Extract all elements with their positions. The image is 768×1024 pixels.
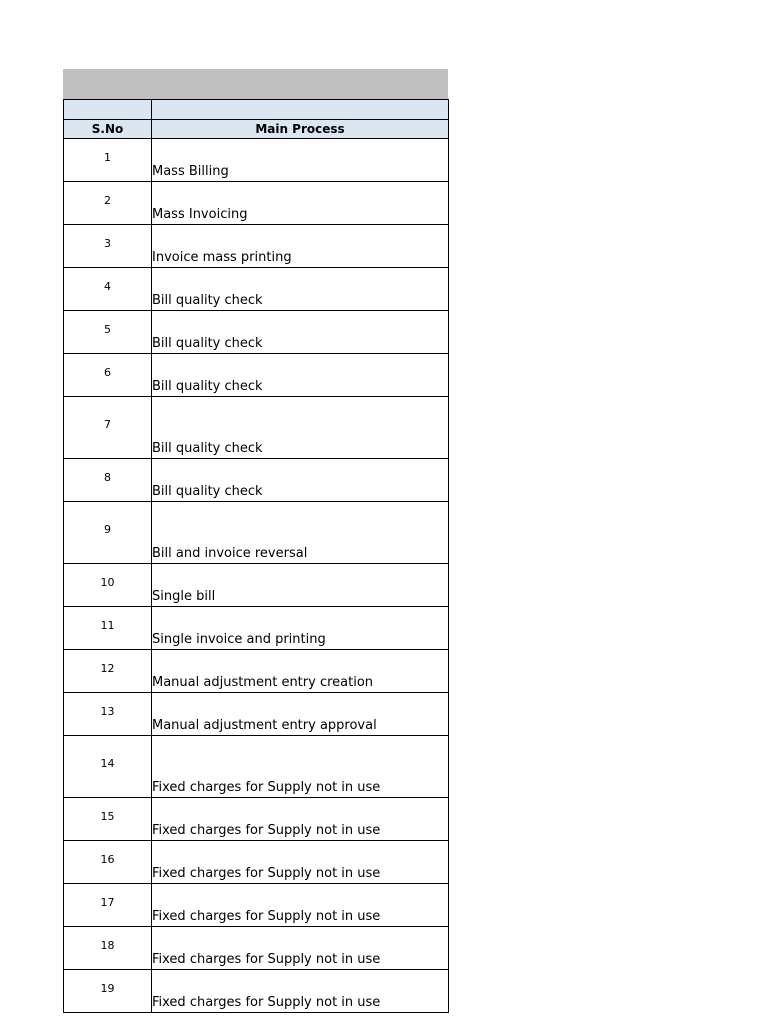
main-process-cell: Bill quality check	[152, 268, 449, 311]
main-process-cell: Single invoice and printing	[152, 607, 449, 650]
table-row	[64, 502, 449, 564]
sno-cell: 16	[64, 841, 152, 884]
sno-cell: 8	[64, 459, 152, 502]
sno-cell: 18	[64, 927, 152, 970]
table-row	[64, 970, 449, 1013]
main-process-cell: Mass Invoicing	[152, 182, 449, 225]
table-row	[64, 884, 449, 927]
table-row	[64, 182, 449, 225]
main-process-cell: Bill and invoice reversal	[152, 502, 449, 564]
spreadsheet	[63, 69, 448, 1013]
main-process-cell: Bill quality check	[152, 459, 449, 502]
main-process-cell: Bill quality check	[152, 397, 449, 459]
sno-cell: 10	[64, 564, 152, 607]
table-row	[64, 798, 449, 841]
table-row	[64, 397, 449, 459]
table-row	[64, 354, 449, 397]
sno-header: S.No	[64, 120, 152, 139]
blank-header-cell	[64, 100, 152, 120]
sno-cell: 1	[64, 139, 152, 182]
sno-cell: 7	[64, 397, 152, 459]
table-row	[64, 268, 449, 311]
sno-cell: 6	[64, 354, 152, 397]
table-row	[64, 841, 449, 884]
main-process-cell: Single bill	[152, 564, 449, 607]
sno-cell: 3	[64, 225, 152, 268]
table-row	[64, 225, 449, 268]
sno-cell: 15	[64, 798, 152, 841]
sno-cell: 5	[64, 311, 152, 354]
main-process-header: Main Process	[152, 120, 449, 139]
table-row	[64, 139, 449, 182]
blank-header-cell	[152, 100, 449, 120]
process-table	[63, 99, 449, 1013]
sno-cell: 17	[64, 884, 152, 927]
table-row	[64, 607, 449, 650]
column-header-row	[64, 120, 449, 139]
table-row	[64, 564, 449, 607]
sno-cell: 9	[64, 502, 152, 564]
main-process-cell: Fixed charges for Supply not in use	[152, 798, 449, 841]
table-row	[64, 650, 449, 693]
main-process-cell: Invoice mass printing	[152, 225, 449, 268]
main-process-cell: Manual adjustment entry creation	[152, 650, 449, 693]
sno-cell: 4	[64, 268, 152, 311]
main-process-cell: Fixed charges for Supply not in use	[152, 970, 449, 1013]
main-process-cell: Manual adjustment entry approval	[152, 693, 449, 736]
table-row	[64, 459, 449, 502]
sno-cell: 2	[64, 182, 152, 225]
main-process-cell: Fixed charges for Supply not in use	[152, 884, 449, 927]
sno-cell: 19	[64, 970, 152, 1013]
main-process-cell: Fixed charges for Supply not in use	[152, 736, 449, 798]
table-row	[64, 693, 449, 736]
title-band	[63, 69, 448, 99]
sno-cell: 11	[64, 607, 152, 650]
sno-cell: 12	[64, 650, 152, 693]
table-row	[64, 927, 449, 970]
table-row	[64, 311, 449, 354]
main-process-cell: Fixed charges for Supply not in use	[152, 841, 449, 884]
main-process-cell: Bill quality check	[152, 311, 449, 354]
main-process-cell: Bill quality check	[152, 354, 449, 397]
main-process-cell: Fixed charges for Supply not in use	[152, 927, 449, 970]
main-process-cell: Mass Billing	[152, 139, 449, 182]
table-row	[64, 736, 449, 798]
sno-cell: 14	[64, 736, 152, 798]
sno-cell: 13	[64, 693, 152, 736]
blank-header-row	[64, 100, 449, 120]
